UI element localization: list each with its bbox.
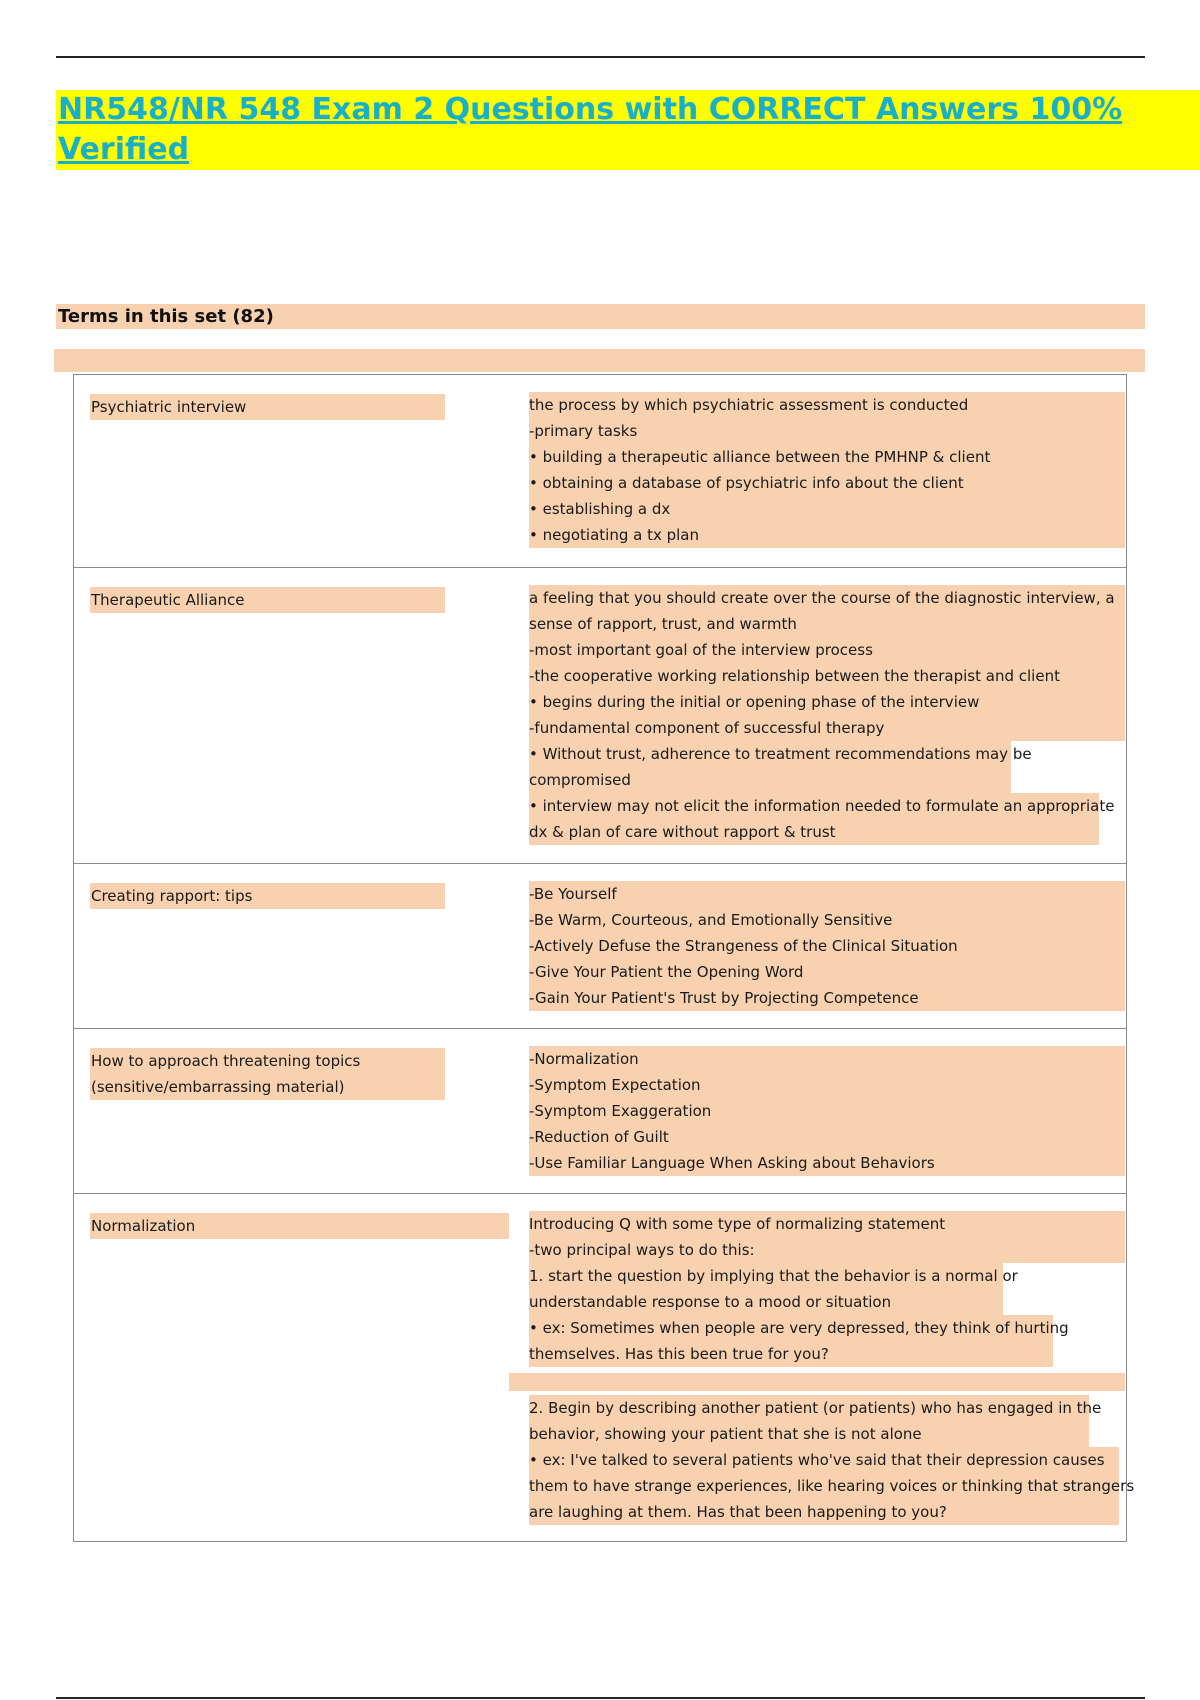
definition-line: sense of rapport, trust, and warmth (529, 611, 1125, 637)
definition-line: -Actively Defuse the Strangeness of the Clinical Situation (529, 933, 1125, 959)
flashcard-row (74, 568, 1126, 864)
flashcard-row (74, 864, 1126, 1029)
definition-line: • begins during the initial or opening phase of the interview (529, 689, 1125, 715)
definition-cell (529, 392, 1125, 548)
definition-cell (529, 1211, 1135, 1525)
definition-line: are laughing at them. Has that been happening to you? (529, 1499, 1119, 1525)
flashcard-row (74, 375, 1126, 568)
definition-line: a feeling that you should create over the course of the diagnostic interview, a (529, 585, 1125, 611)
top-rule (56, 56, 1145, 58)
definition-line: -Use Familiar Language When Asking about Behaviors (529, 1150, 1125, 1176)
title-block (56, 90, 1200, 170)
definition-line: -Gain Your Patient's Trust by Projecting Competence (529, 985, 1125, 1011)
definition-line: • interview may not elicit the information needed to formulate an appropriate (529, 793, 1099, 819)
definition-line: 2. Begin by describing another patient (or patients) who has engaged in the (529, 1395, 1089, 1421)
definition-line: • negotiating a tx plan (529, 522, 1125, 548)
bottom-rule (56, 1697, 1145, 1699)
definition-line: -the cooperative working relationship between the therapist and client (529, 663, 1125, 689)
flashcard-table (73, 374, 1135, 1542)
definition-line: • building a therapeutic alliance between the PMHNP & client (529, 444, 1125, 470)
definition-line: compromised (529, 767, 1011, 793)
definition-line: understandable response to a mood or situation (529, 1289, 1003, 1315)
definition-line: • obtaining a database of psychiatric info about the client (529, 470, 1125, 496)
definition-divider-bar (509, 1373, 1125, 1391)
flashcard-row (74, 1194, 1135, 1541)
term-cell: Creating rapport: tips (90, 883, 445, 909)
definition-cell (529, 585, 1125, 845)
definition-line: • ex: Sometimes when people are very depressed, they think of hurting (529, 1315, 1053, 1341)
terms-count-label: Terms in this set (82) (58, 306, 274, 327)
definition-line: the process by which psychiatric assessment is conducted (529, 392, 1125, 418)
terms-header-spacer (54, 349, 1145, 372)
definition-line: -most important goal of the interview process (529, 637, 1125, 663)
definition-line: -Be Warm, Courteous, and Emotionally Sensitive (529, 907, 1125, 933)
definition-line: -fundamental component of successful therapy (529, 715, 1125, 741)
document-title[interactable]: NR548/NR 548 Exam 2 Questions with CORRECT Answers 100% Verified (56, 90, 1200, 170)
definition-cell (529, 881, 1125, 1011)
definition-line: 1. start the question by implying that the behavior is a normal or (529, 1263, 1003, 1289)
definition-line: • Without trust, adherence to treatment recommendations may be (529, 741, 1011, 767)
term-cell: Normalization (90, 1213, 509, 1239)
definition-line: -Reduction of Guilt (529, 1124, 1125, 1150)
terms-header-bar (56, 304, 1145, 329)
definition-line: behavior, showing your patient that she is not alone (529, 1421, 1089, 1447)
definition-line: them to have strange experiences, like hearing voices or thinking that strangers (529, 1473, 1119, 1499)
definition-line: • ex: I've talked to several patients who've said that their depression causes (529, 1447, 1119, 1473)
definition-line: -Normalization (529, 1046, 1125, 1072)
term-cell: Psychiatric interview (90, 394, 445, 420)
definition-line: • establishing a dx (529, 496, 1125, 522)
term-cell: Therapeutic Alliance (90, 587, 445, 613)
definition-cell (529, 1046, 1125, 1176)
definition-line: -Symptom Exaggeration (529, 1098, 1125, 1124)
definition-line: themselves. Has this been true for you? (529, 1341, 1053, 1367)
definition-line: -primary tasks (529, 418, 1125, 444)
definition-line: -Give Your Patient the Opening Word (529, 959, 1125, 985)
definition-line: -Symptom Expectation (529, 1072, 1125, 1098)
term-cell: How to approach threatening topics (sensitive/embarrassing material) (90, 1048, 445, 1100)
definition-line: -Be Yourself (529, 881, 1125, 907)
definition-line: -two principal ways to do this: (529, 1237, 1125, 1263)
definition-line: Introducing Q with some type of normalizing statement (529, 1211, 1125, 1237)
flashcard-row (74, 1029, 1126, 1194)
definition-line: dx & plan of care without rapport & trust (529, 819, 1099, 845)
